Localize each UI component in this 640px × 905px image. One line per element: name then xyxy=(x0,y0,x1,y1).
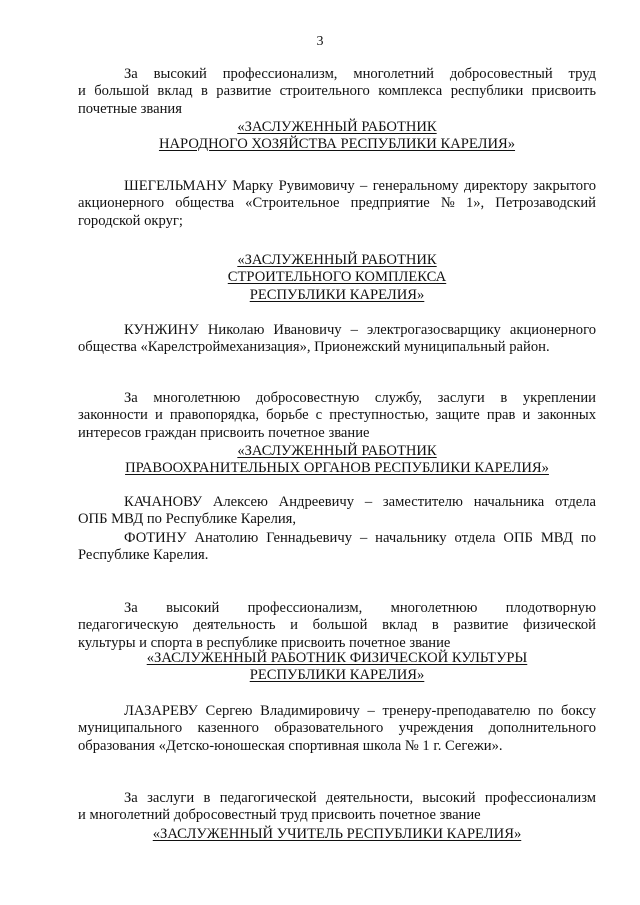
nominee-paragraph-2 xyxy=(78,322,596,357)
title-line: РЕСПУБЛИКИ КАРЕЛИЯ» xyxy=(249,286,425,303)
text-line: педагогическую деятельность и большой вклад в развитие физической xyxy=(78,617,596,634)
text-line: общества «Карелстроймеханизация», Прионежский муниципальный район. xyxy=(78,339,550,356)
text-line: ФОТИНУ Анатолию Геннадьевичу – начальнику отдела ОПБ МВД по xyxy=(124,530,596,546)
text-line: акционерного общества «Строительное предприятие № 1», Петрозаводский xyxy=(78,195,596,212)
award-title-2 xyxy=(78,252,596,304)
nominee-paragraph-5 xyxy=(78,703,596,755)
text-line: культуры и спорта в республике присвоить почетное звание xyxy=(78,634,451,651)
title-line: СТРОИТЕЛЬНОГО КОМПЛЕКСА xyxy=(227,269,447,286)
intro-paragraph-4 xyxy=(78,790,596,825)
award-title-3 xyxy=(78,443,596,478)
text-line: За высокий профессионализм, многолетний добросовестный труд xyxy=(124,66,596,82)
text-line: законности и правопорядка, борьбе с преступностью, защите прав и законных xyxy=(78,407,596,424)
intro-paragraph-3 xyxy=(78,600,596,652)
nominee-paragraph-4 xyxy=(78,530,596,565)
nominee-paragraph-3 xyxy=(78,494,596,529)
text-line: ЛАЗАРЕВУ Сергею Владимировичу – тренеру-преподавателю по боксу xyxy=(124,703,596,719)
award-title-4 xyxy=(78,650,596,685)
title-line: НАРОДНОГО ХОЗЯЙСТВА РЕСПУБЛИКИ КАРЕЛИЯ» xyxy=(158,136,516,153)
text-line: интересов граждан присвоить почетное звание xyxy=(78,424,370,441)
text-line: КУНЖИНУ Николаю Ивановичу – электрогазосварщику акционерного xyxy=(124,322,596,338)
text-line: За многолетнюю добросовестную службу, заслуги в укреплении xyxy=(124,390,596,406)
text-line: образования «Детско-юношеская спортивная школа № 1 г. Сегежи». xyxy=(78,737,503,754)
text-line: ШЕГЕЛЬМАНУ Марку Рувимовичу – генеральному директору закрытого xyxy=(124,178,596,194)
text-line: почетные звания xyxy=(78,100,182,117)
title-line: РЕСПУБЛИКИ КАРЕЛИЯ» xyxy=(249,667,425,684)
text-line: и многолетний добросовестный труд присвоить почетное звание xyxy=(78,807,481,824)
title-line: «ЗАСЛУЖЕННЫЙ УЧИТЕЛЬ РЕСПУБЛИКИ КАРЕЛИЯ» xyxy=(152,826,522,842)
text-line: За заслуги в педагогической деятельности, высокий профессионализм xyxy=(124,790,596,806)
text-line: и большой вклад в развитие строительного комплекса республики присвоить xyxy=(78,83,596,100)
intro-paragraph-1 xyxy=(78,66,596,118)
title-line: ПРАВООХРАНИТЕЛЬНЫХ ОРГАНОВ РЕСПУБЛИКИ КАРЕЛИЯ» xyxy=(125,460,549,477)
title-line: «ЗАСЛУЖЕННЫЙ РАБОТНИК xyxy=(237,119,437,135)
title-line: «ЗАСЛУЖЕННЫЙ РАБОТНИК xyxy=(237,443,437,459)
text-line: ОПБ МВД по Республике Карелия, xyxy=(78,511,297,528)
title-line: «ЗАСЛУЖЕННЫЙ РАБОТНИК xyxy=(237,252,437,268)
text-line: муниципального казенного образовательного учреждения дополнительного xyxy=(78,720,596,737)
award-title-1 xyxy=(78,119,596,154)
intro-paragraph-2 xyxy=(78,390,596,442)
page-number: 3 xyxy=(316,34,324,49)
text-line: городской округ; xyxy=(78,212,183,229)
text-line: За высокий профессионализм, многолетнюю плодотворную xyxy=(124,600,596,616)
text-line: Республике Карелия. xyxy=(78,547,209,564)
title-line: «ЗАСЛУЖЕННЫЙ РАБОТНИК ФИЗИЧЕСКОЙ КУЛЬТУРЫ xyxy=(146,650,528,666)
nominee-paragraph-1 xyxy=(78,178,596,230)
text-line: КАЧАНОВУ Алексею Андреевичу – заместителю начальника отдела xyxy=(124,494,596,510)
award-title-5 xyxy=(78,826,596,843)
